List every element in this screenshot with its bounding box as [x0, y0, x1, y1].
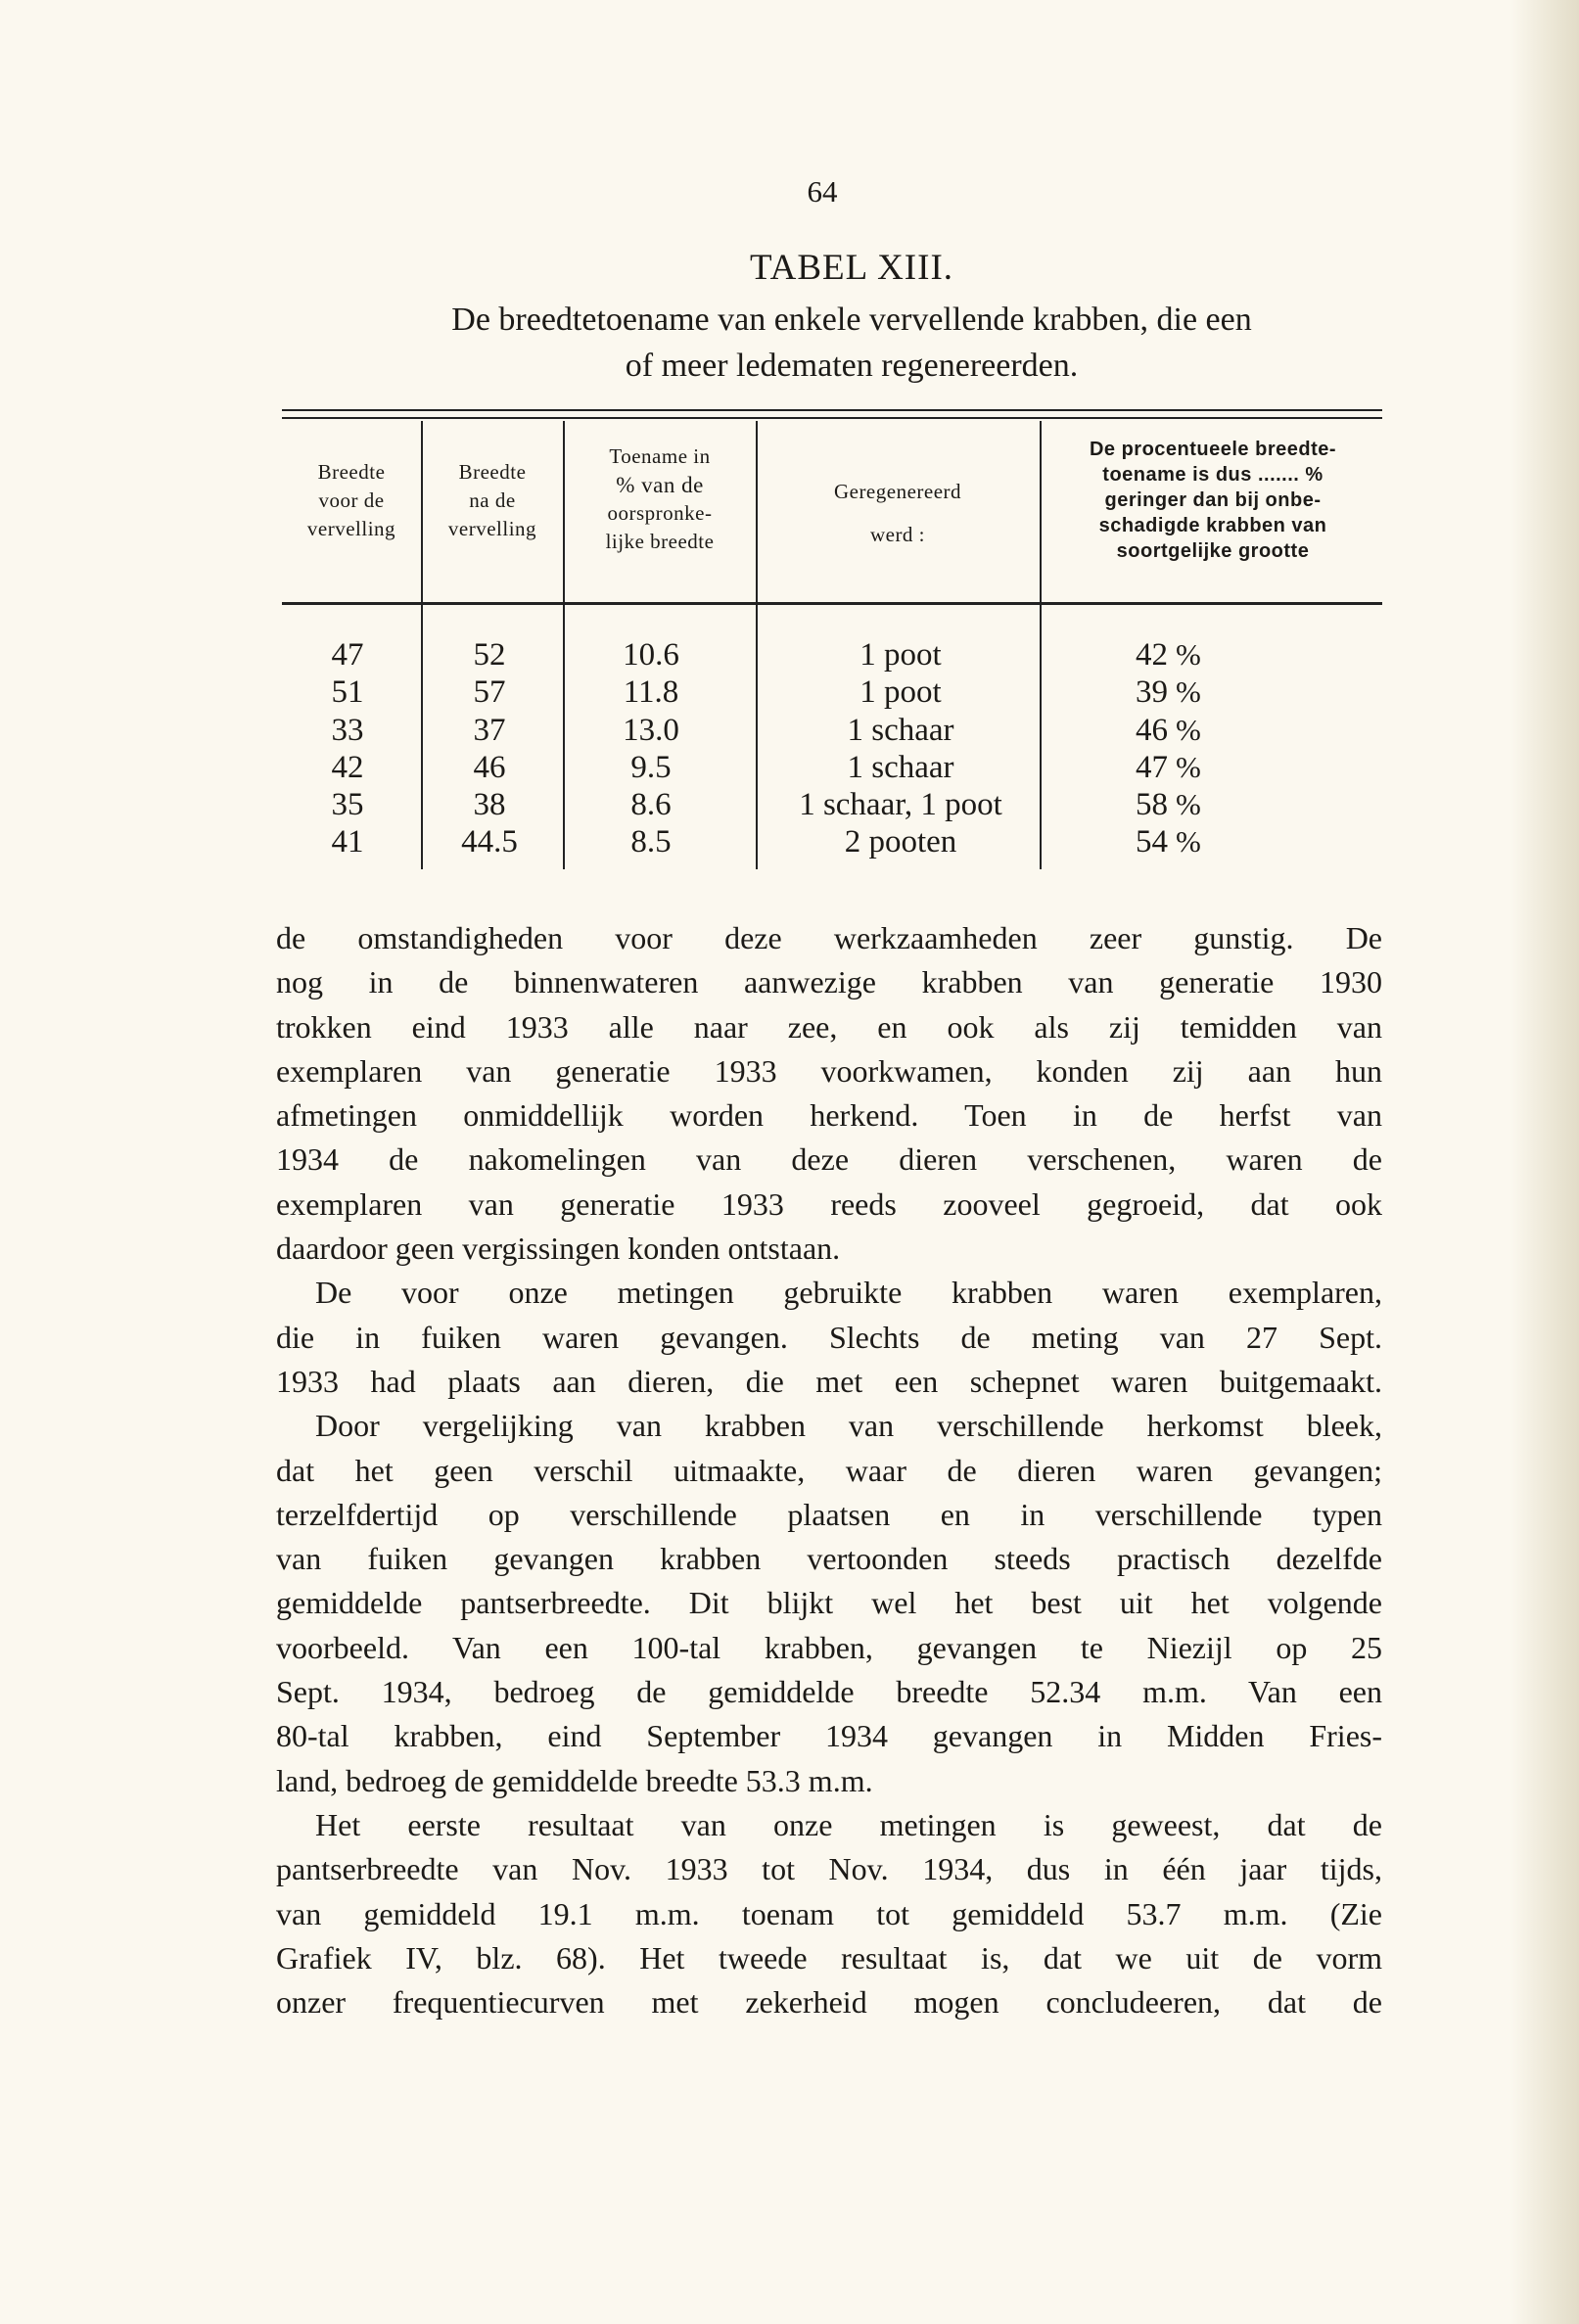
paragraph-2 — [276, 1271, 1382, 1404]
text-line: van gemiddeld 19.1 m.m. toenam tot gemiddeld 53.7 m.m. (Zie — [276, 1895, 1382, 1931]
header-breedte-na — [423, 458, 562, 543]
table-cell: 1 poot — [859, 637, 942, 673]
percent-sign: % — [1176, 824, 1201, 860]
table-cell: 57 — [473, 674, 506, 711]
table-cell: 8.5 — [630, 824, 672, 860]
header-text: % van de — [616, 473, 704, 497]
table-cell: 37 — [473, 712, 506, 748]
text-line: Het eerste resultaat van onze metingen is geweest, dat de — [315, 1806, 1382, 1842]
text-line: 1933 had plaats aan dieren, die met een schepnet waren buitgemaakt. — [276, 1363, 1382, 1399]
percentage-value: 46 — [1136, 712, 1168, 748]
text-line: exemplaren van generatie 1933 voorkwamen, konden zij aan hun — [276, 1052, 1382, 1089]
header-text: Breedte — [458, 460, 527, 484]
header-text: Geregenereerd — [833, 480, 962, 503]
table-cell — [1136, 674, 1282, 711]
table-cell: 44.5 — [461, 824, 518, 860]
table-cell: 10.6 — [623, 637, 679, 673]
percentage-value: 39 — [1136, 674, 1168, 711]
caption-line-1: De breedtetoename van enkele vervellende krabben, die een — [451, 302, 1252, 338]
table-cell: 33 — [331, 712, 364, 748]
text-line: de omstandigheden voor deze werkzaamheden zeer gunstig. De — [276, 920, 1382, 955]
percent-sign: % — [1176, 712, 1201, 747]
text-line: exemplaren van generatie 1933 reeds zooveel gegroeid, dat ook — [276, 1185, 1382, 1222]
header-text: schadigde krabben van — [1098, 515, 1327, 536]
text-line: De voor onze metingen gebruikte krabben waren exemplaren, — [315, 1275, 1382, 1311]
text-line: nog in de binnenwateren aanwezige krabben van generatie 1930 — [276, 964, 1382, 1000]
text-line: daardoor geen vergissingen konden ontstaan. — [276, 1231, 841, 1267]
text-line: 1934 de nakomelingen van deze dieren verschenen, waren de — [276, 1141, 1382, 1178]
header-geregenereerd — [758, 470, 1038, 556]
table-cell: 52 — [473, 637, 506, 673]
text-line: land, bedroeg de gemiddelde breedte 53.3 m.m. — [276, 1762, 873, 1798]
body-text — [276, 916, 1382, 2024]
table-cell: 38 — [473, 787, 506, 823]
percent-sign: % — [1176, 787, 1201, 822]
table-cell: 47 — [331, 637, 364, 673]
table-top-rule-double — [282, 417, 1382, 419]
percent-sign: % — [1176, 637, 1201, 672]
table-cell — [1136, 823, 1282, 860]
header-toename-procent — [565, 442, 755, 556]
text-line: trokken eind 1933 alle naar zee, en ook als zij temidden van — [276, 1008, 1382, 1045]
header-text: soortgelijke grootte — [1116, 540, 1310, 562]
column-breedte-voor — [294, 636, 401, 861]
table-cell: 1 poot — [859, 674, 942, 711]
table-cell — [1136, 636, 1282, 674]
table-cell — [1136, 749, 1282, 786]
percentage-value: 42 — [1136, 637, 1168, 673]
header-text: lijke breedte — [605, 530, 715, 553]
page-edge-shadow — [1510, 0, 1579, 2324]
paragraph-4 — [276, 1803, 1382, 2024]
text-line: van fuiken gevangen krabben vertoonden steeds practisch dezelfde — [276, 1541, 1382, 1577]
column-divider — [1040, 421, 1042, 602]
text-line: dat het geen verschil uitmaakte, waar de dieren waren gevangen; — [276, 1452, 1382, 1488]
caption-line-2: of meer ledematen regenereerden. — [625, 348, 1079, 384]
table-cell: 51 — [331, 674, 364, 711]
column-breedte-na — [426, 636, 553, 861]
header-text: vervelling — [447, 517, 537, 540]
column-geregenereerd — [754, 636, 1047, 861]
page-number: 64 — [807, 174, 838, 209]
text-line: Door vergelijking van krabben van verschillende herkomst bleek, — [315, 1408, 1382, 1444]
table-cell: 13.0 — [623, 712, 679, 748]
column-procentueele-toename — [1136, 636, 1282, 861]
header-text: voor de — [318, 488, 385, 512]
text-line: Grafiek IV, blz. 68). Het tweede resultaat is, dat we uit de vorm — [276, 1939, 1382, 1975]
table-cell: 41 — [331, 824, 364, 860]
table-cell: 46 — [473, 749, 506, 785]
text-line: pantserbreedte van Nov. 1933 tot Nov. 1934, dus in één jaar tijds, — [276, 1851, 1382, 1887]
table-title: TABEL XIII. — [749, 248, 954, 288]
table-cell: 1 schaar, 1 poot — [799, 787, 1002, 823]
text-line: 80-tal krabben, eind September 1934 gevangen in Midden Fries- — [276, 1718, 1382, 1754]
text-line: voorbeeld. Van een 100-tal krabben, gevangen te Niezijl op 25 — [276, 1629, 1382, 1665]
header-procentueele-breedtetoename — [1044, 437, 1382, 564]
text-line: onzer frequentiecurven met zekerheid mogen concludeeren, dat de — [276, 1984, 1382, 2021]
percentage-value: 58 — [1136, 787, 1168, 823]
table-cell: 42 — [331, 749, 364, 785]
table-caption — [323, 297, 1380, 389]
text-line: terzelfdertijd op verschillende plaatsen en in verschillende typen — [276, 1496, 1382, 1532]
column-divider — [563, 605, 565, 869]
header-text: werd : — [869, 523, 926, 546]
header-text: na de — [469, 488, 516, 512]
table-cell — [1136, 786, 1282, 823]
header-text: vervelling — [306, 517, 396, 540]
text-line: die in fuiken waren gevangen. Slechts de meting van 27 Sept. — [276, 1319, 1382, 1355]
text-line: Sept. 1934, bedroeg de gemiddelde breedte 52.34 m.m. Van een — [276, 1674, 1382, 1710]
column-divider — [421, 605, 423, 869]
table-cell: 1 schaar — [847, 712, 954, 748]
text-line: afmetingen onmiddellijk worden herkend. Toen in de herfst van — [276, 1097, 1382, 1134]
percentage-value: 54 — [1136, 824, 1168, 860]
paragraph-3 — [276, 1404, 1382, 1803]
table-header-rule — [282, 602, 1382, 605]
table-cell: 9.5 — [630, 749, 672, 785]
percentage-value: 47 — [1136, 749, 1168, 785]
percent-sign: % — [1176, 749, 1201, 784]
header-text: oorspronke- — [607, 501, 713, 525]
text-line: gemiddelde pantserbreedte. Dit blijkt wel het best uit het volgende — [276, 1585, 1382, 1621]
header-text: toename is dus ....... % — [1102, 464, 1324, 486]
header-text: De procentueele breedte- — [1089, 439, 1337, 460]
column-toename — [578, 636, 724, 861]
header-text: Breedte — [317, 460, 386, 484]
paragraph-1 — [276, 916, 1382, 1271]
header-text: Toename in — [609, 444, 711, 468]
table-cell: 11.8 — [623, 674, 679, 711]
table-cell: 8.6 — [630, 787, 672, 823]
header-text: geringer dan bij onbe- — [1104, 489, 1322, 511]
table-cell: 1 schaar — [847, 749, 954, 785]
table-top-rule — [282, 409, 1382, 411]
percent-sign: % — [1176, 674, 1201, 710]
table-cell — [1136, 712, 1282, 749]
table-cell: 2 pooten — [844, 824, 957, 860]
header-breedte-voor — [284, 458, 419, 543]
table-cell: 35 — [331, 787, 364, 823]
